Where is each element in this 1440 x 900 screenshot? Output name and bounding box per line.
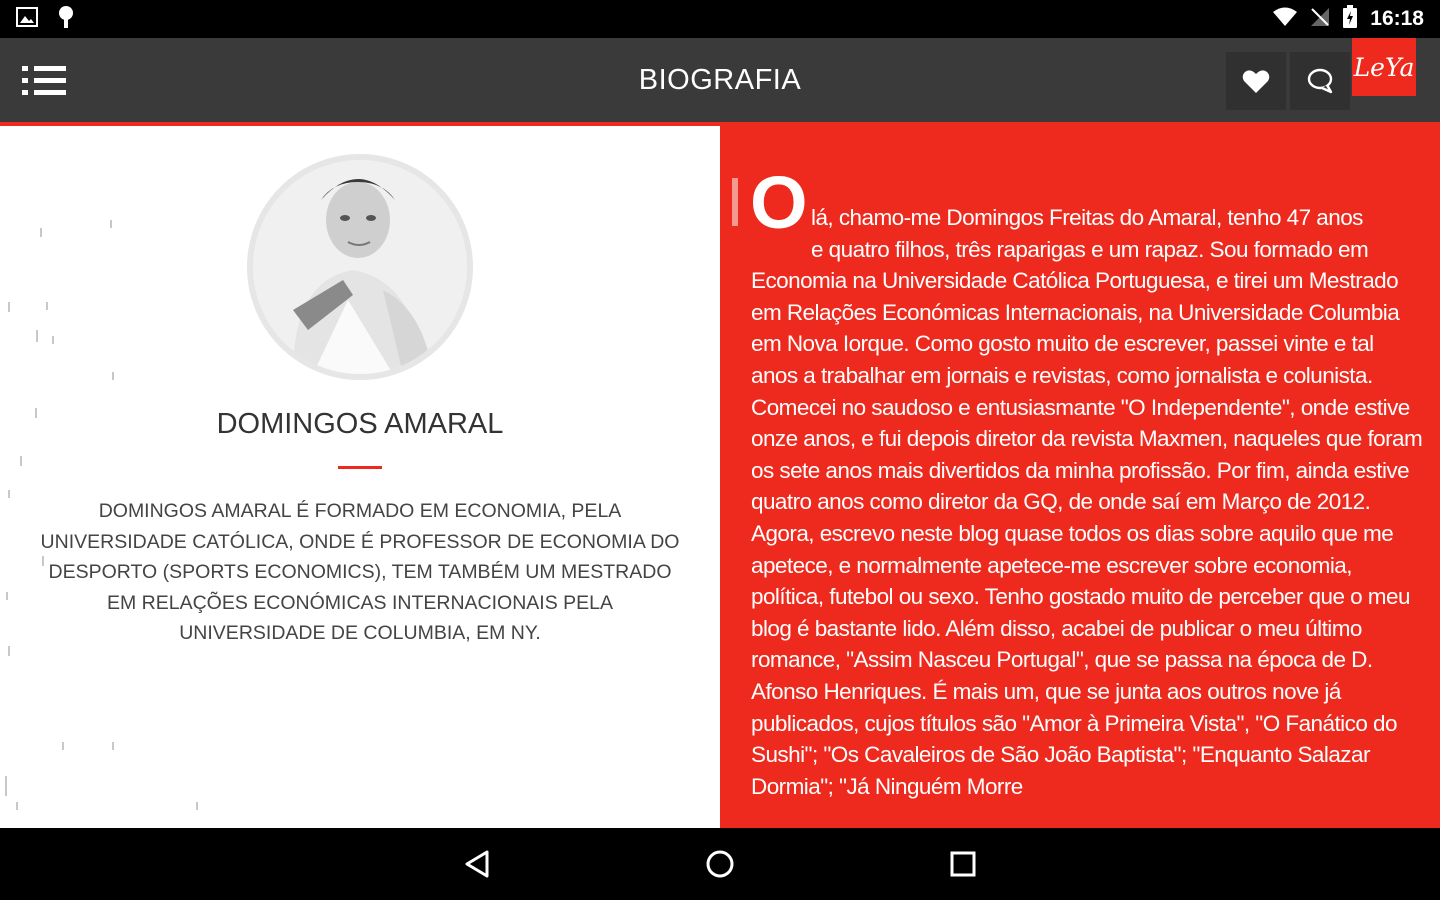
- content-area: [0, 122, 1440, 828]
- name-divider: [338, 466, 382, 469]
- home-circle-icon: [698, 844, 742, 884]
- status-time: 16:18: [1370, 7, 1424, 30]
- scroll-indicator[interactable]: [732, 178, 738, 226]
- biography-body: e quatro filhos, três raparigas e um rapaz. Sou formado em Economia na Universidade Católica Portuguesa, e tirei um Mestrado em Relações Económicas Internacionais, na Universidade Columbia em Nova Iorque. Como gosto muito de escrever, passei vinte e tal anos a trabalhar em jornais e revistas, como jornalista e colunista. Comecei no saudoso e entusiasmante "O Independente", onde estive onze anos, e fui depois diretor da revista Maxmen, naqueles que foram os sete anos mais divertidos da minha profissão. Por fim, ainda estive quatro anos como diretor da GQ, de onde saí em Março de 2012. Agora, escrevo neste blog quase todos os dias sobre aquilo que me apetece, e normalmente apetece-me escrever sobre economia, política, futebol ou sexo. Tenho gostado muito de perceber que o meu blog é bastante lido. Além disso, acabei de publicar o meu último romance, "Assim Nasceu Portugal", que se passa na época de D. Afonso Henriques. É mais um, que se junta aos outros nove já publicados, cujos títulos são "Amor à Primeira Vista", "O Fanático do Sushi"; "Os Cavaleiros de São João Baptista"; "Enquanto Salazar Dormia"; "Já Ninguém Morre: [751, 236, 1423, 799]
- nav-home-button[interactable]: [698, 844, 742, 884]
- comment-button[interactable]: [1290, 52, 1350, 110]
- dropcap: O: [750, 161, 808, 244]
- image-icon: [16, 7, 38, 32]
- back-triangle-icon: [457, 844, 501, 884]
- recents-square-icon: [941, 844, 985, 884]
- app-bar: [0, 38, 1440, 122]
- biography-first-line: lá, chamo-me Domingos Freitas do Amaral, tenho 47 anos: [811, 205, 1363, 230]
- heart-icon: [1242, 68, 1270, 94]
- wifi-icon: [1272, 7, 1298, 32]
- author-short-bio: DOMINGOS AMARAL É FORMADO EM ECONOMIA, PELA UNIVERSIDADE CATÓLICA, ONDE É PROFESSOR DE ECONOMIA DO DESPORTO (SPORTS ECONOMICS), TEM TAMBÉM UM MESTRADO EM RELAÇÕES ECONÓMICAS INTERNACIONAIS PELA UNIVERSIDADE DE COLUMBIA, EM NY.: [40, 500, 680, 644]
- leya-logo[interactable]: LeYa: [1352, 38, 1416, 96]
- status-bar: [0, 0, 1440, 38]
- no-signal-icon: [1310, 7, 1330, 32]
- page-title: BIOGRAFIA: [638, 64, 802, 96]
- nav-back-button[interactable]: [457, 844, 501, 884]
- biography-text: [750, 161, 1423, 802]
- profile-panel: [0, 122, 720, 828]
- navigation-bar: [0, 828, 1440, 900]
- android-debug-icon: [56, 5, 76, 34]
- speech-bubble-icon: [1306, 68, 1334, 94]
- favorite-button[interactable]: [1226, 52, 1286, 110]
- battery-icon: [1342, 5, 1358, 34]
- author-photo: [247, 154, 473, 380]
- author-name: DOMINGOS AMARAL: [216, 408, 504, 440]
- nav-recents-button[interactable]: [941, 844, 985, 884]
- biography-panel[interactable]: [720, 122, 1440, 828]
